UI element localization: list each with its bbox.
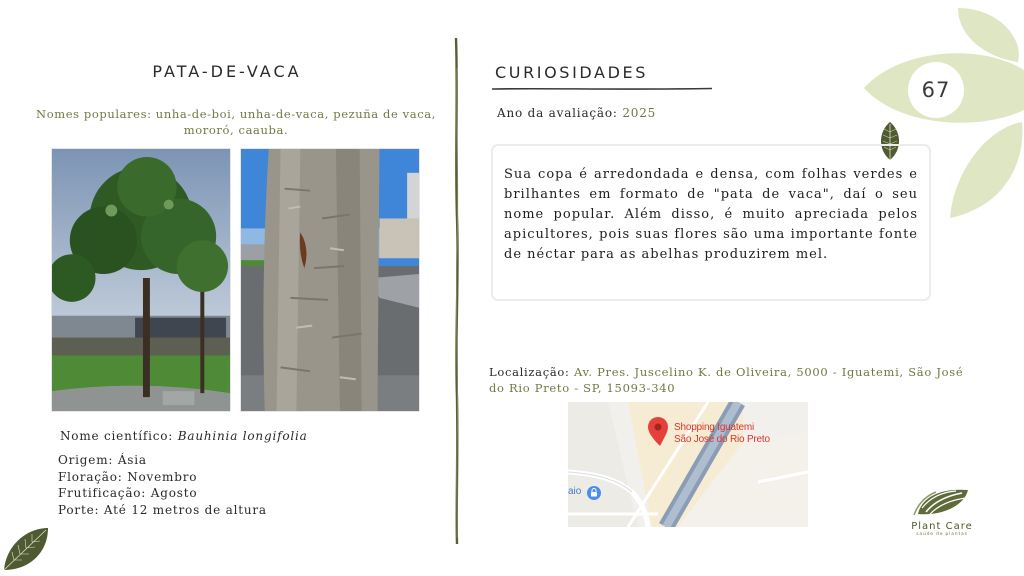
map-place-line2: São José do Rio Preto — [674, 434, 770, 445]
map-side-label: aio — [568, 486, 582, 497]
page-number-badge: 67 — [908, 62, 964, 118]
location-value: Av. Pres. Juscelino K. de Oliveira, 5000 - Iguatemi, São José do Rio Preto - SP, 15093-340 — [489, 365, 964, 395]
location-map[interactable] — [568, 402, 808, 527]
logo-name: Plant Care — [911, 521, 973, 532]
popular-names: Nomes populares: unha-de-boi, unha-de-vaca, pezuña de vaca, mororó, caauba. — [36, 107, 436, 137]
year-value: 2025 — [622, 106, 657, 120]
plant-facts — [58, 452, 267, 518]
curiosities-card: Sua copa é arredondada e densa, com folhas verdes e brilhantes em formato de "pata de vaca", daí o seu nome popular. Além disso, é muito apreciada pelos apicultores, pois suas flores são uma importante fonte de néctar para as abelhas produzirem mel. — [491, 144, 931, 301]
logo-leaf-icon — [912, 486, 972, 516]
size-text: Porte: Até 12 metros de altura — [58, 502, 267, 517]
plant-care-logo — [900, 486, 984, 542]
location-text — [489, 365, 981, 396]
scientific-name: Bauhinia longifolia — [177, 429, 308, 443]
title-underline — [492, 86, 712, 92]
tree-photo — [51, 148, 231, 412]
curiosities-title: CURIOSIDADES — [495, 63, 648, 82]
map-place-line1: Shopping Iguatemi — [674, 422, 754, 433]
flowering-text: Floração: Novembro — [58, 469, 198, 484]
map-place-label — [674, 422, 770, 446]
location-label: Localização: — [489, 365, 574, 379]
fruiting-text: Frutificação: Agosto — [58, 486, 198, 500]
scientific-label: Nome científico: — [60, 429, 178, 443]
year-label: Ano da avaliação: — [497, 106, 623, 120]
logo-subtitle: saúde de plantas — [916, 532, 968, 537]
column-divider — [451, 38, 463, 544]
scientific-name-line — [60, 429, 308, 443]
leaf-icon — [0, 524, 52, 576]
origin-text: Origem: Ásia — [58, 453, 147, 467]
evaluation-year — [497, 106, 656, 120]
trunk-photo — [240, 148, 420, 412]
plant-title: PATA-DE-VACA — [152, 62, 302, 81]
